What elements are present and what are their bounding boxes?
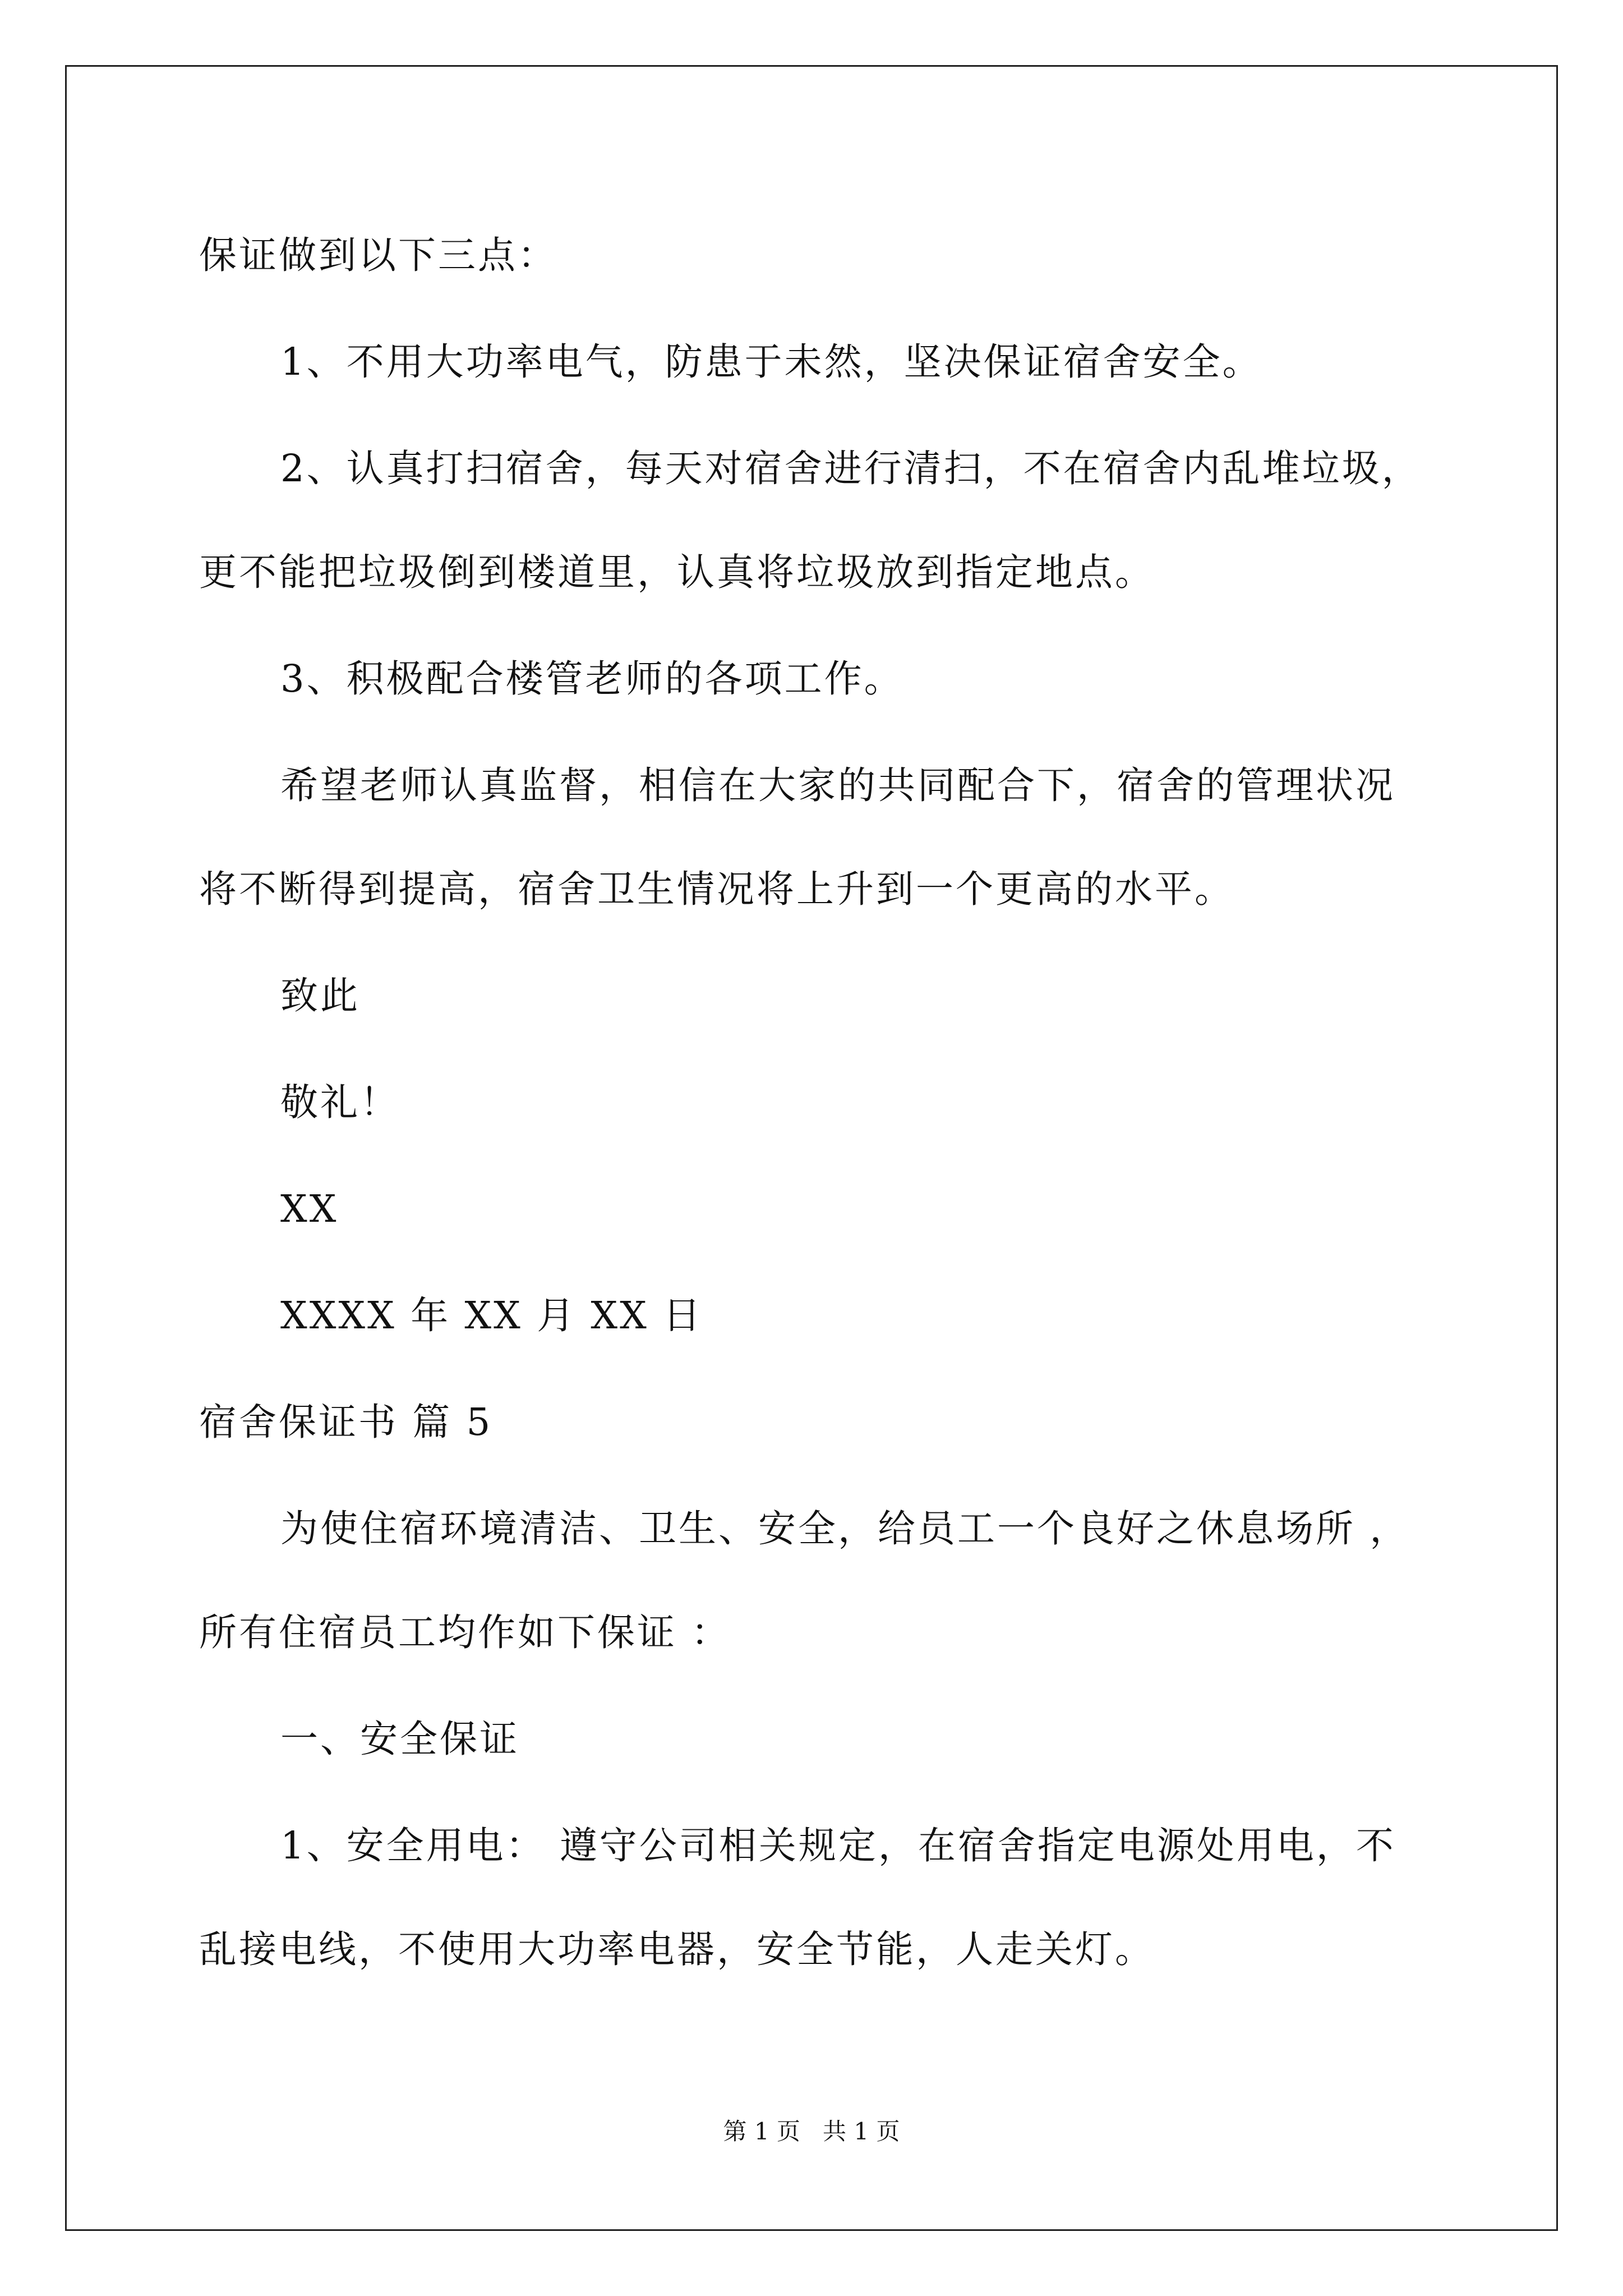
text-line: 2、认真打扫宿舍，每天对宿舍进行清扫，不在宿舍内乱堆垃圾， xyxy=(280,447,1422,490)
section-heading: 宿舍保证书 篇 5 xyxy=(199,1400,493,1444)
text-line: 保证做到以下三点： xyxy=(199,233,557,277)
text-line: 更不能把垃圾倒到楼道里，认真将垃圾放到指定地点。 xyxy=(199,550,1155,594)
text-line: 为使住宿环境清洁、卫生、安全，给员工一个良好之休息场所 ， xyxy=(280,1507,1410,1550)
text-line: 敬礼！ xyxy=(280,1080,400,1124)
text-line: 希望老师认真监督，相信在大家的共同配合下，宿舍的管理状况 xyxy=(280,763,1395,807)
page-footer: 第 1 页 共 1 页 xyxy=(723,2118,900,2145)
text-line: XX xyxy=(280,1187,339,1231)
text-line: 将不断得到提高，宿舍卫生情况将上升到一个更高的水平。 xyxy=(199,867,1234,911)
text-line: XXXX 年 XX 月 XX 日 xyxy=(280,1294,703,1337)
text-line: 3、积极配合楼管老师的各项工作。 xyxy=(280,657,904,701)
text-line: 所有住宿员工均作如下保证 ： xyxy=(199,1611,731,1654)
text-line: 乱接电线，不使用大功率电器，安全节能，人走关灯。 xyxy=(199,1927,1155,1971)
text-line: 一、安全保证 xyxy=(280,1717,519,1761)
text-line: 致此 xyxy=(280,974,360,1018)
text-line: 1、安全用电： 遵守公司相关规定，在宿舍指定电源处用电，不 xyxy=(280,1824,1396,1867)
text-line: 1、不用大功率电气，防患于未然，坚决保证宿舍安全。 xyxy=(280,340,1262,384)
page-border xyxy=(65,65,1558,2231)
